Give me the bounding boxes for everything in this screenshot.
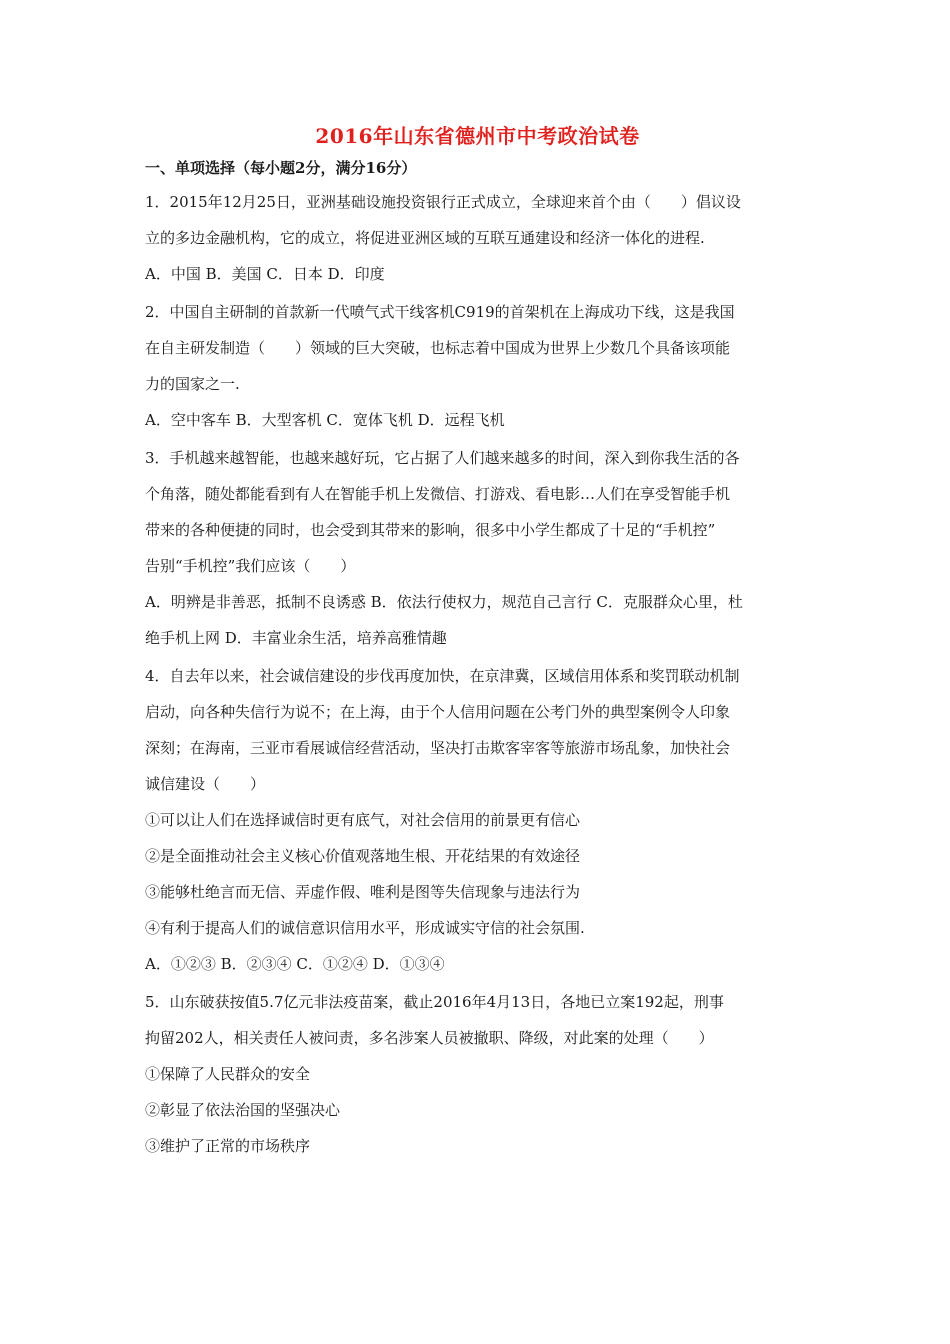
question-text-line: 5．山东破获按值5.7亿元非法疫苗案，截止2016年4月13日，各地已立案192起，刑事 xyxy=(145,993,724,1011)
statement-1: ①可以让人们在选择诚信时更有底气，对社会信用的前景更有信心 xyxy=(145,811,581,829)
question-3 xyxy=(145,440,810,656)
question-text-line: 个角落，随处都能看到有人在智能手机上发微信、打游戏、看电影…人们在享受智能手机 xyxy=(145,485,731,503)
question-text-line: 4．自去年以来，社会诚信建设的步伐再度加快，在京津冀，区域信用体系和奖罚联动机制 xyxy=(145,667,740,685)
question-options: A．中国 B．美国 C．日本 D．印度 xyxy=(145,265,385,283)
statement-3: ③能够杜绝言而无信、弄虚作假、唯利是图等失信现象与违法行为 xyxy=(145,883,581,901)
question-5 xyxy=(145,984,810,1164)
question-text-line: 力的国家之一. xyxy=(145,375,240,393)
question-text-line: 1．2015年12月25日，亚洲基础设施投资银行正式成立，全球迎来首个由（ ）倡议设 xyxy=(145,193,741,211)
question-text-line: 启动，向各种失信行为说不；在上海，由于个人信用问题在公考门外的典型案例令人印象 xyxy=(145,703,731,721)
statement-2: ②彰显了依法治国的坚强决心 xyxy=(145,1101,341,1119)
question-text-line: 在自主研发制造（ ）领域的巨大突破，也标志着中国成为世界上少数几个具备该项能 xyxy=(145,339,731,357)
question-options: A．①②③ B．②③④ C．①②④ D．①③④ xyxy=(145,955,445,973)
question-options: A．明辨是非善恶，抵制不良诱惑 B．依法行使权力，规范自己言行 C．克服群众心里，杜 xyxy=(145,593,743,611)
statement-4: ④有利于提高人们的诚信意识信用水平，形成诚实守信的社会氛围. xyxy=(145,919,585,937)
exam-page xyxy=(145,118,810,1164)
question-options: A．空中客车 B．大型客机 C．宽体飞机 D．远程飞机 xyxy=(145,411,505,429)
question-options: 绝手机上网 D．丰富业余生活，培养高雅情趣 xyxy=(145,629,447,647)
question-4 xyxy=(145,658,810,982)
question-text-line: 立的多边金融机构，它的成立，将促进亚洲区域的互联互通建设和经济一体化的进程. xyxy=(145,229,705,247)
question-text-line: 告别“手机控”我们应该（ ） xyxy=(145,557,356,575)
question-text-line: 3．手机越来越智能，也越来越好玩，它占据了人们越来越多的时间，深入到你我生活的各 xyxy=(145,449,740,467)
exam-title: 2016年山东省德州市中考政治试卷 xyxy=(315,124,640,148)
question-text-line: 拘留202人，相关责任人被问责，多名涉案人员被撤职、降级，对此案的处理（ ） xyxy=(145,1029,714,1047)
question-text-line: 深刻；在海南，三亚市看展诚信经营活动，坚决打击欺客宰客等旅游市场乱象，加快社会 xyxy=(145,739,731,757)
question-1 xyxy=(145,184,810,292)
question-text-line: 诚信建设（ ） xyxy=(145,775,266,793)
statement-1: ①保障了人民群众的安全 xyxy=(145,1065,311,1083)
question-text-line: 带来的各种便捷的同时，也会受到其带来的影响，很多中小学生都成了十足的“手机控” xyxy=(145,521,716,539)
statement-3: ③维护了正常的市场秩序 xyxy=(145,1137,311,1155)
question-text-line: 2．中国自主研制的首款新一代喷气式干线客机C919的首架机在上海成功下线，这是我国 xyxy=(145,303,735,321)
question-2 xyxy=(145,294,810,438)
section-heading: 一、单项选择（每小题2分，满分16分） xyxy=(145,159,417,177)
statement-2: ②是全面推动社会主义核心价值观落地生根、开花结果的有效途径 xyxy=(145,847,581,865)
